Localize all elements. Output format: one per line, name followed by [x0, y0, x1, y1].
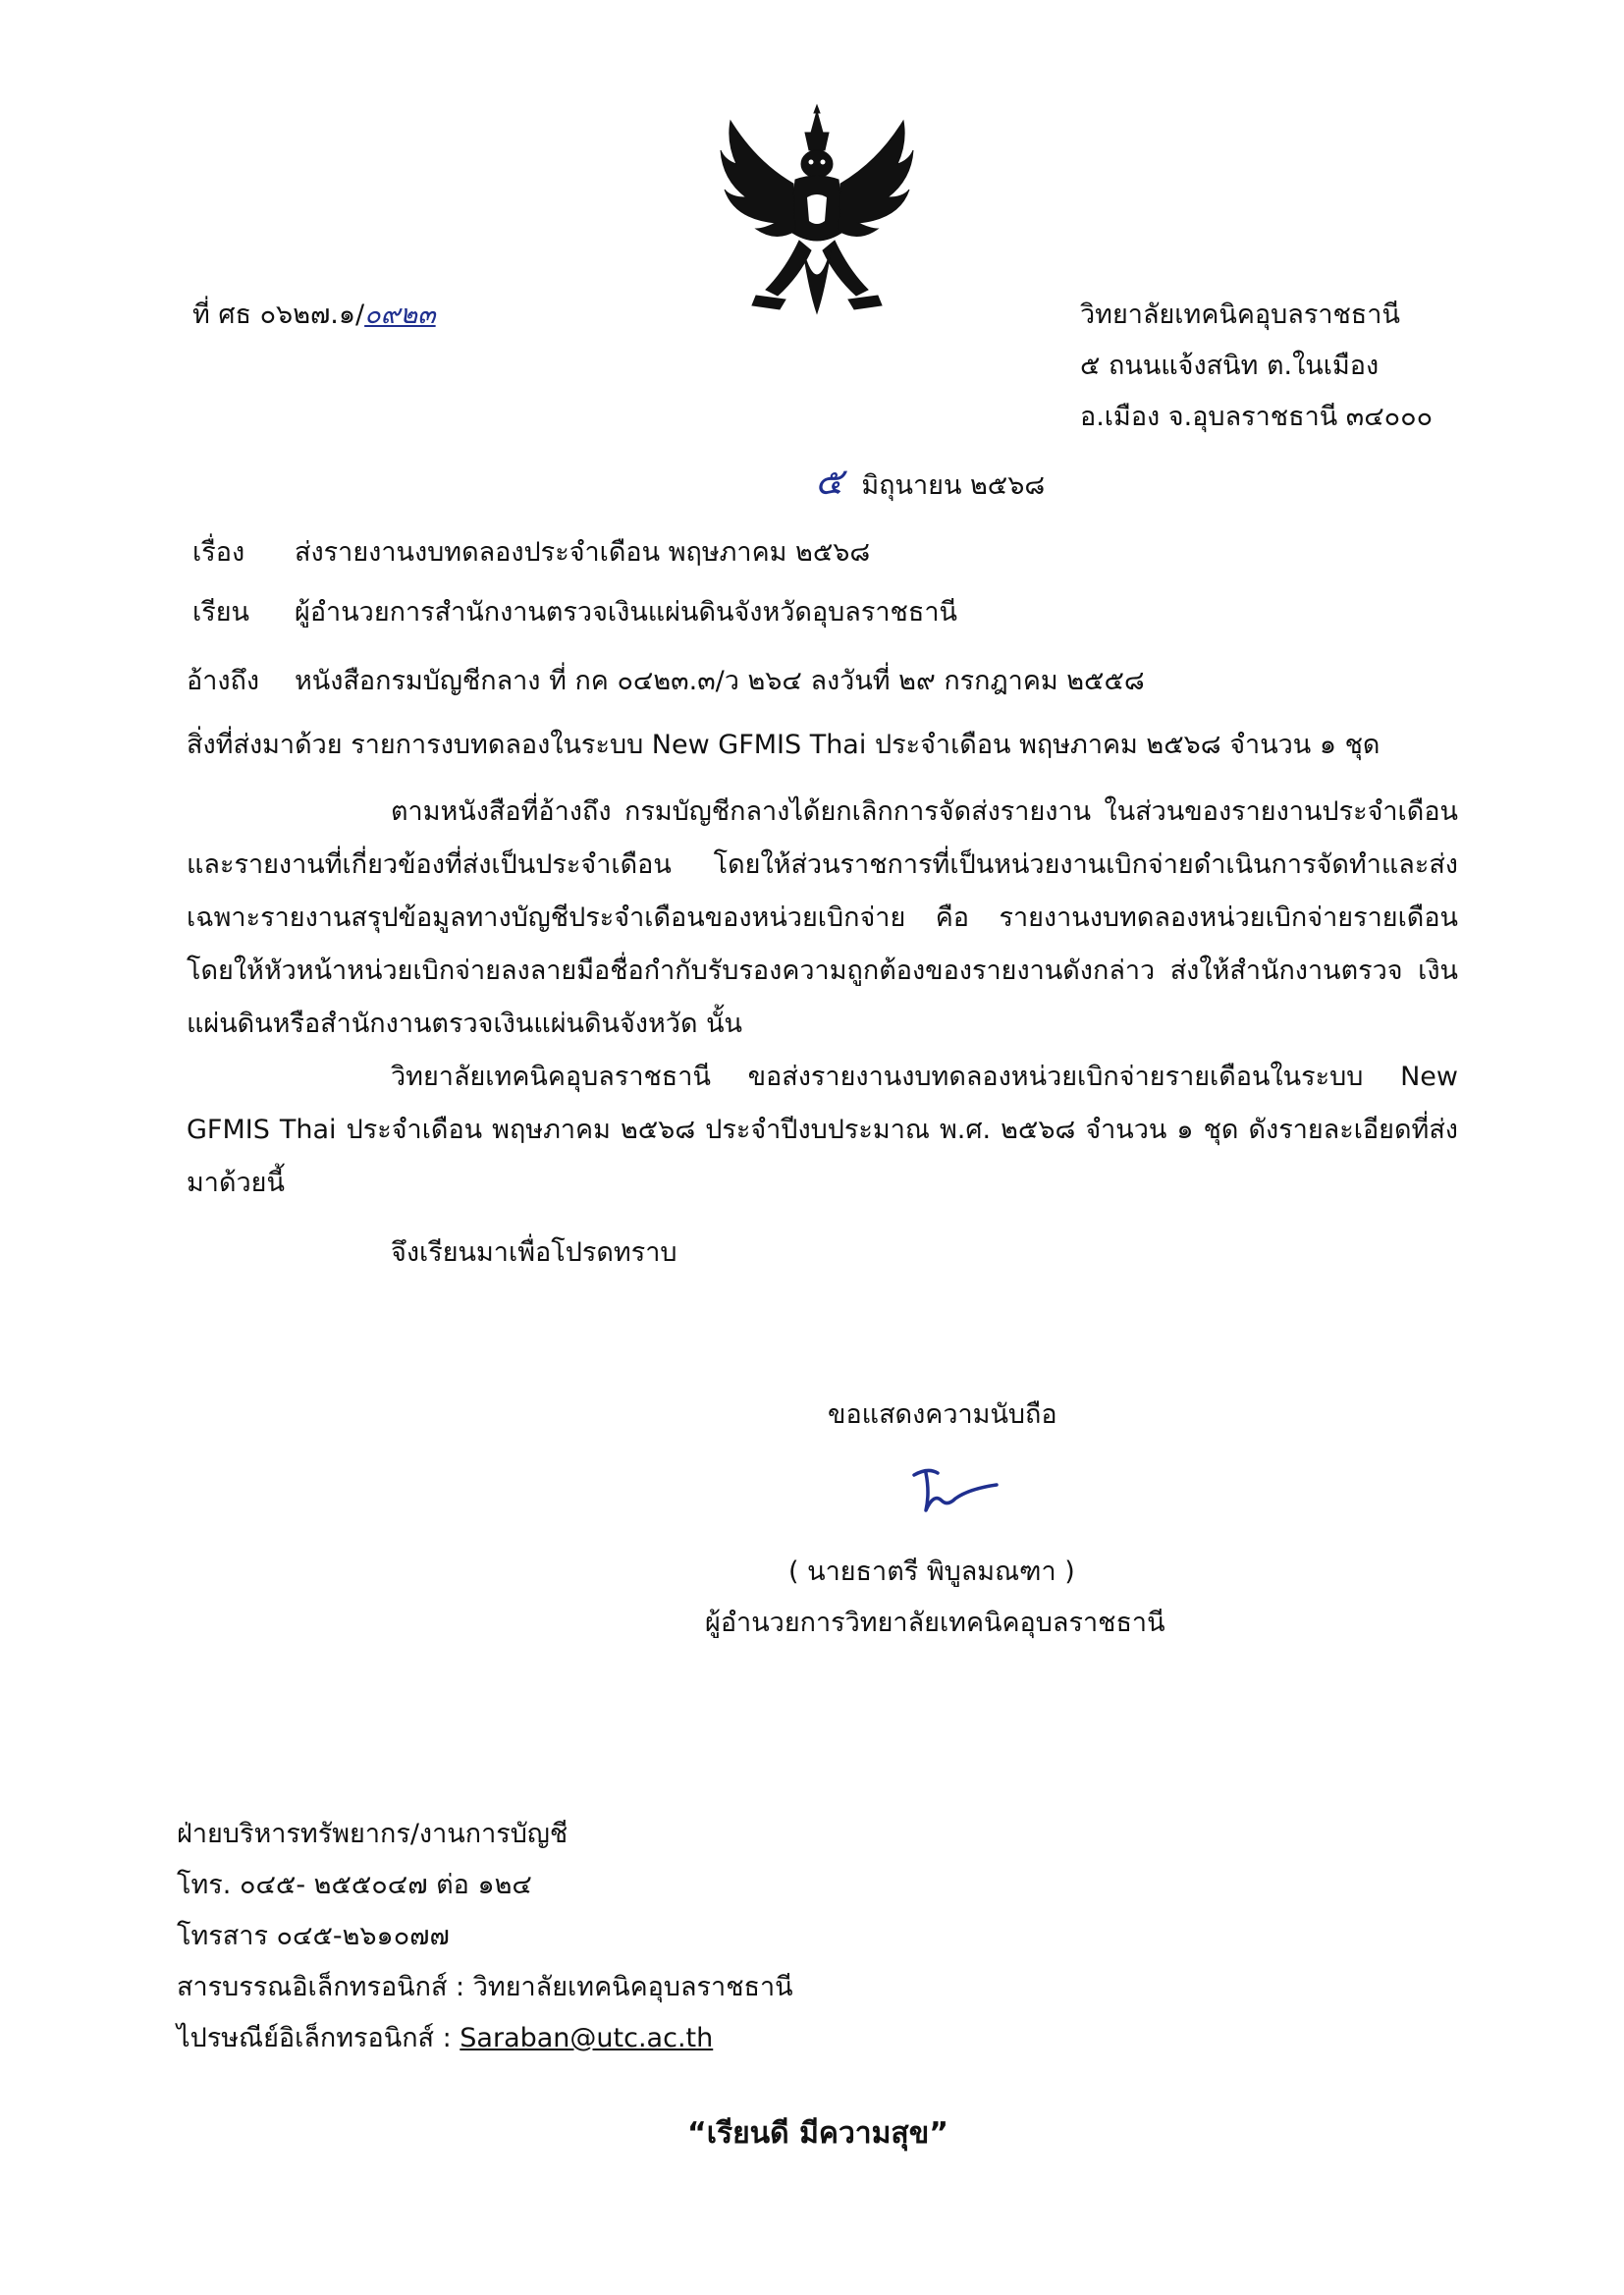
closing-line: จึงเรียนมาเพื่อโปรดทราบ	[391, 1237, 677, 1268]
enclosure	[187, 730, 1380, 761]
to-label: เรียน	[192, 597, 250, 628]
address-line-2: อ.เมือง จ.อุบลราชธานี ๓๔๐๐๐	[1080, 402, 1434, 432]
slogan: “เรียนดี มีความสุข”	[687, 2116, 948, 2151]
letter-date	[815, 460, 1045, 505]
contact-phone: โทร. ๐๔๕- ๒๕๕๐๔๗ ต่อ ๑๒๔	[177, 1870, 532, 1900]
reference-handwritten-number: ๐๙๒๓	[364, 300, 436, 330]
subject-label: เรื่อง	[192, 537, 245, 568]
contact-email-label: ไปรษณีย์อิเล็กทรอนิกส์ :	[177, 2023, 460, 2053]
handwritten-signature	[908, 1463, 1006, 1522]
contact-department: ฝ่ายบริหารทรัพยากร/งานการบัญชี	[177, 1819, 568, 1849]
body-paragraph-1-text: ตามหนังสือที่อ้างถึง กรมบัญชีกลางได้ยกเลิกการจัดส่งรายงาน ในส่วนของรายงานประจำเดือน และรายงานที่เกี่ยวข้องที่ส่งเป็นประจำเดือน โดยให้ส่วนราชการที่เป็นหน่วยงานเบิกจ่ายดำเนินการจัดทำและส่ง เฉพาะรายงานสรุปข้อมูลทางบัญชีประจำเดือนของหน่วยเบิกจ่าย คือ รายงานงบทดลองหน่วยเบิกจ่ายรายเดือน โดยให้หัวหน้าหน่วยเบิกจ่ายลงลายมือชื่อกำกับรับรองความถูกต้องของรายงานดังกล่าว ส่งให้สำนักงานตรวจ เงินแผ่นดินหรือสำนักงานตรวจเงินแผ่นดินจังหวัด นั้น	[187, 796, 1458, 1039]
address-line-1: ๕ ถนนแจ้งสนิท ต.ในเมือง	[1080, 351, 1380, 381]
reference-label: อ้างถึง	[187, 666, 260, 696]
reference-prefix: ที่ ศธ ๐๖๒๗.๑/	[192, 300, 365, 330]
enclosure-value: รายการงบทดลองในระบบ New GFMIS Thai ประจำเดือน พฤษภาคม ๒๕๖๘ จำนวน ๑ ชุด	[351, 730, 1380, 760]
body-paragraph-2-text: วิทยาลัยเทคนิคอุบลราชธานี ขอส่งรายงานงบทดลองหน่วยเบิกจ่ายรายเดือนในระบบ New GFMIS Thai ประจำเดือน พฤษภาคม ๒๕๖๘ ประจำปีงบประมาณ พ.ศ. ๒๕๖๘ จำนวน ๑ ชุด ดังรายละเอียดที่ส่งมาด้วยนี้	[187, 1062, 1458, 1198]
date-day-handwritten: ๕	[815, 460, 843, 503]
to-value: ผู้อำนวยการสำนักงานตรวจเงินแผ่นดินจังหวัดอุบลราชธานี	[295, 597, 957, 628]
contact-fax: โทรสาร ๐๔๕-๒๖๑๐๗๗	[177, 1921, 450, 1951]
subject-value: ส่งรายงานงบทดลองประจำเดือน พฤษภาคม ๒๕๖๘	[295, 537, 871, 568]
contact-e-document: สารบรรณอิเล็กทรอนิกส์ : วิทยาลัยเทคนิคอุบลราชธานี	[177, 1972, 793, 2002]
reference-value: หนังสือกรมบัญชีกลาง ที่ กค ๐๔๒๓.๓/ว ๒๖๔ ลงวันที่ ๒๙ กรกฎาคม ๒๕๕๘	[295, 666, 1145, 696]
signatory-name: ( นายธาตรี พิบูลมณฑา )	[788, 1557, 1075, 1587]
date-month-year: มิถุนายน ๒๕๖๘	[861, 470, 1046, 501]
contact-email	[177, 2023, 713, 2054]
signatory-position: ผู้อำนวยการวิทยาลัยเทคนิคอุบลราชธานี	[705, 1608, 1165, 1638]
garuda-emblem	[717, 103, 918, 319]
regards: ขอแสดงความนับถือ	[828, 1399, 1057, 1430]
enclosure-label: สิ่งที่ส่งมาด้วย	[187, 730, 343, 760]
contact-email-link[interactable]: Saraban@utc.ac.th	[460, 2023, 714, 2053]
body-paragraph-1	[187, 786, 1458, 1051]
reference-number	[192, 300, 436, 331]
body-paragraph-2	[187, 1051, 1458, 1210]
org-name: วิทยาลัยเทคนิคอุบลราชธานี	[1080, 300, 1400, 330]
